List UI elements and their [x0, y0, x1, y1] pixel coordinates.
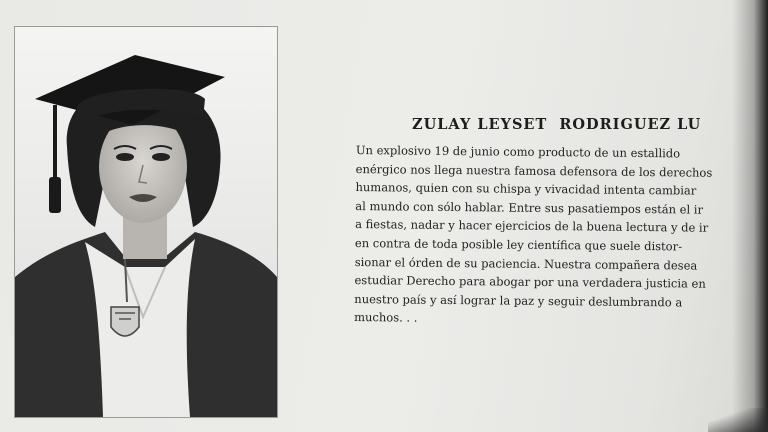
bio-line: Un explosivo 19 de junio como producto de un estallido	[355, 142, 681, 161]
book-spine-shadow	[732, 0, 768, 432]
bio-line: nuestro país y así lograr la paz y seguir deslumbrando a	[354, 291, 683, 310]
graduation-portrait-photo	[14, 26, 278, 418]
bio-line: humanos, quien con su chispa y vivacidad intenta cambiar	[355, 180, 697, 198]
portrait-illustration	[15, 27, 277, 417]
bio-line: al mundo con sólo hablar. Entre sus pasatiempos están el ir	[355, 198, 704, 217]
page-corner-shadow	[708, 408, 768, 432]
student-bio	[354, 141, 736, 331]
bio-line: muchos. . .	[354, 310, 418, 325]
bio-line: a fiestas, nadar y hacer ejercicios de la buena lectura y de ir	[355, 217, 709, 236]
bio-line: sionar el órden de su paciencia. Nuestra compañera desea	[354, 254, 698, 273]
bio-line: enérgico nos llega nuestra famosa defensora de los derechos	[355, 161, 713, 180]
bio-line: estudiar Derecho para abogar por una verdadera justicia en	[354, 273, 706, 291]
student-name: ZULAY LEYSET RODRIGUEZ LU	[412, 116, 702, 133]
bio-line: en contra de toda posible ley científica que suele distor-	[354, 235, 683, 254]
